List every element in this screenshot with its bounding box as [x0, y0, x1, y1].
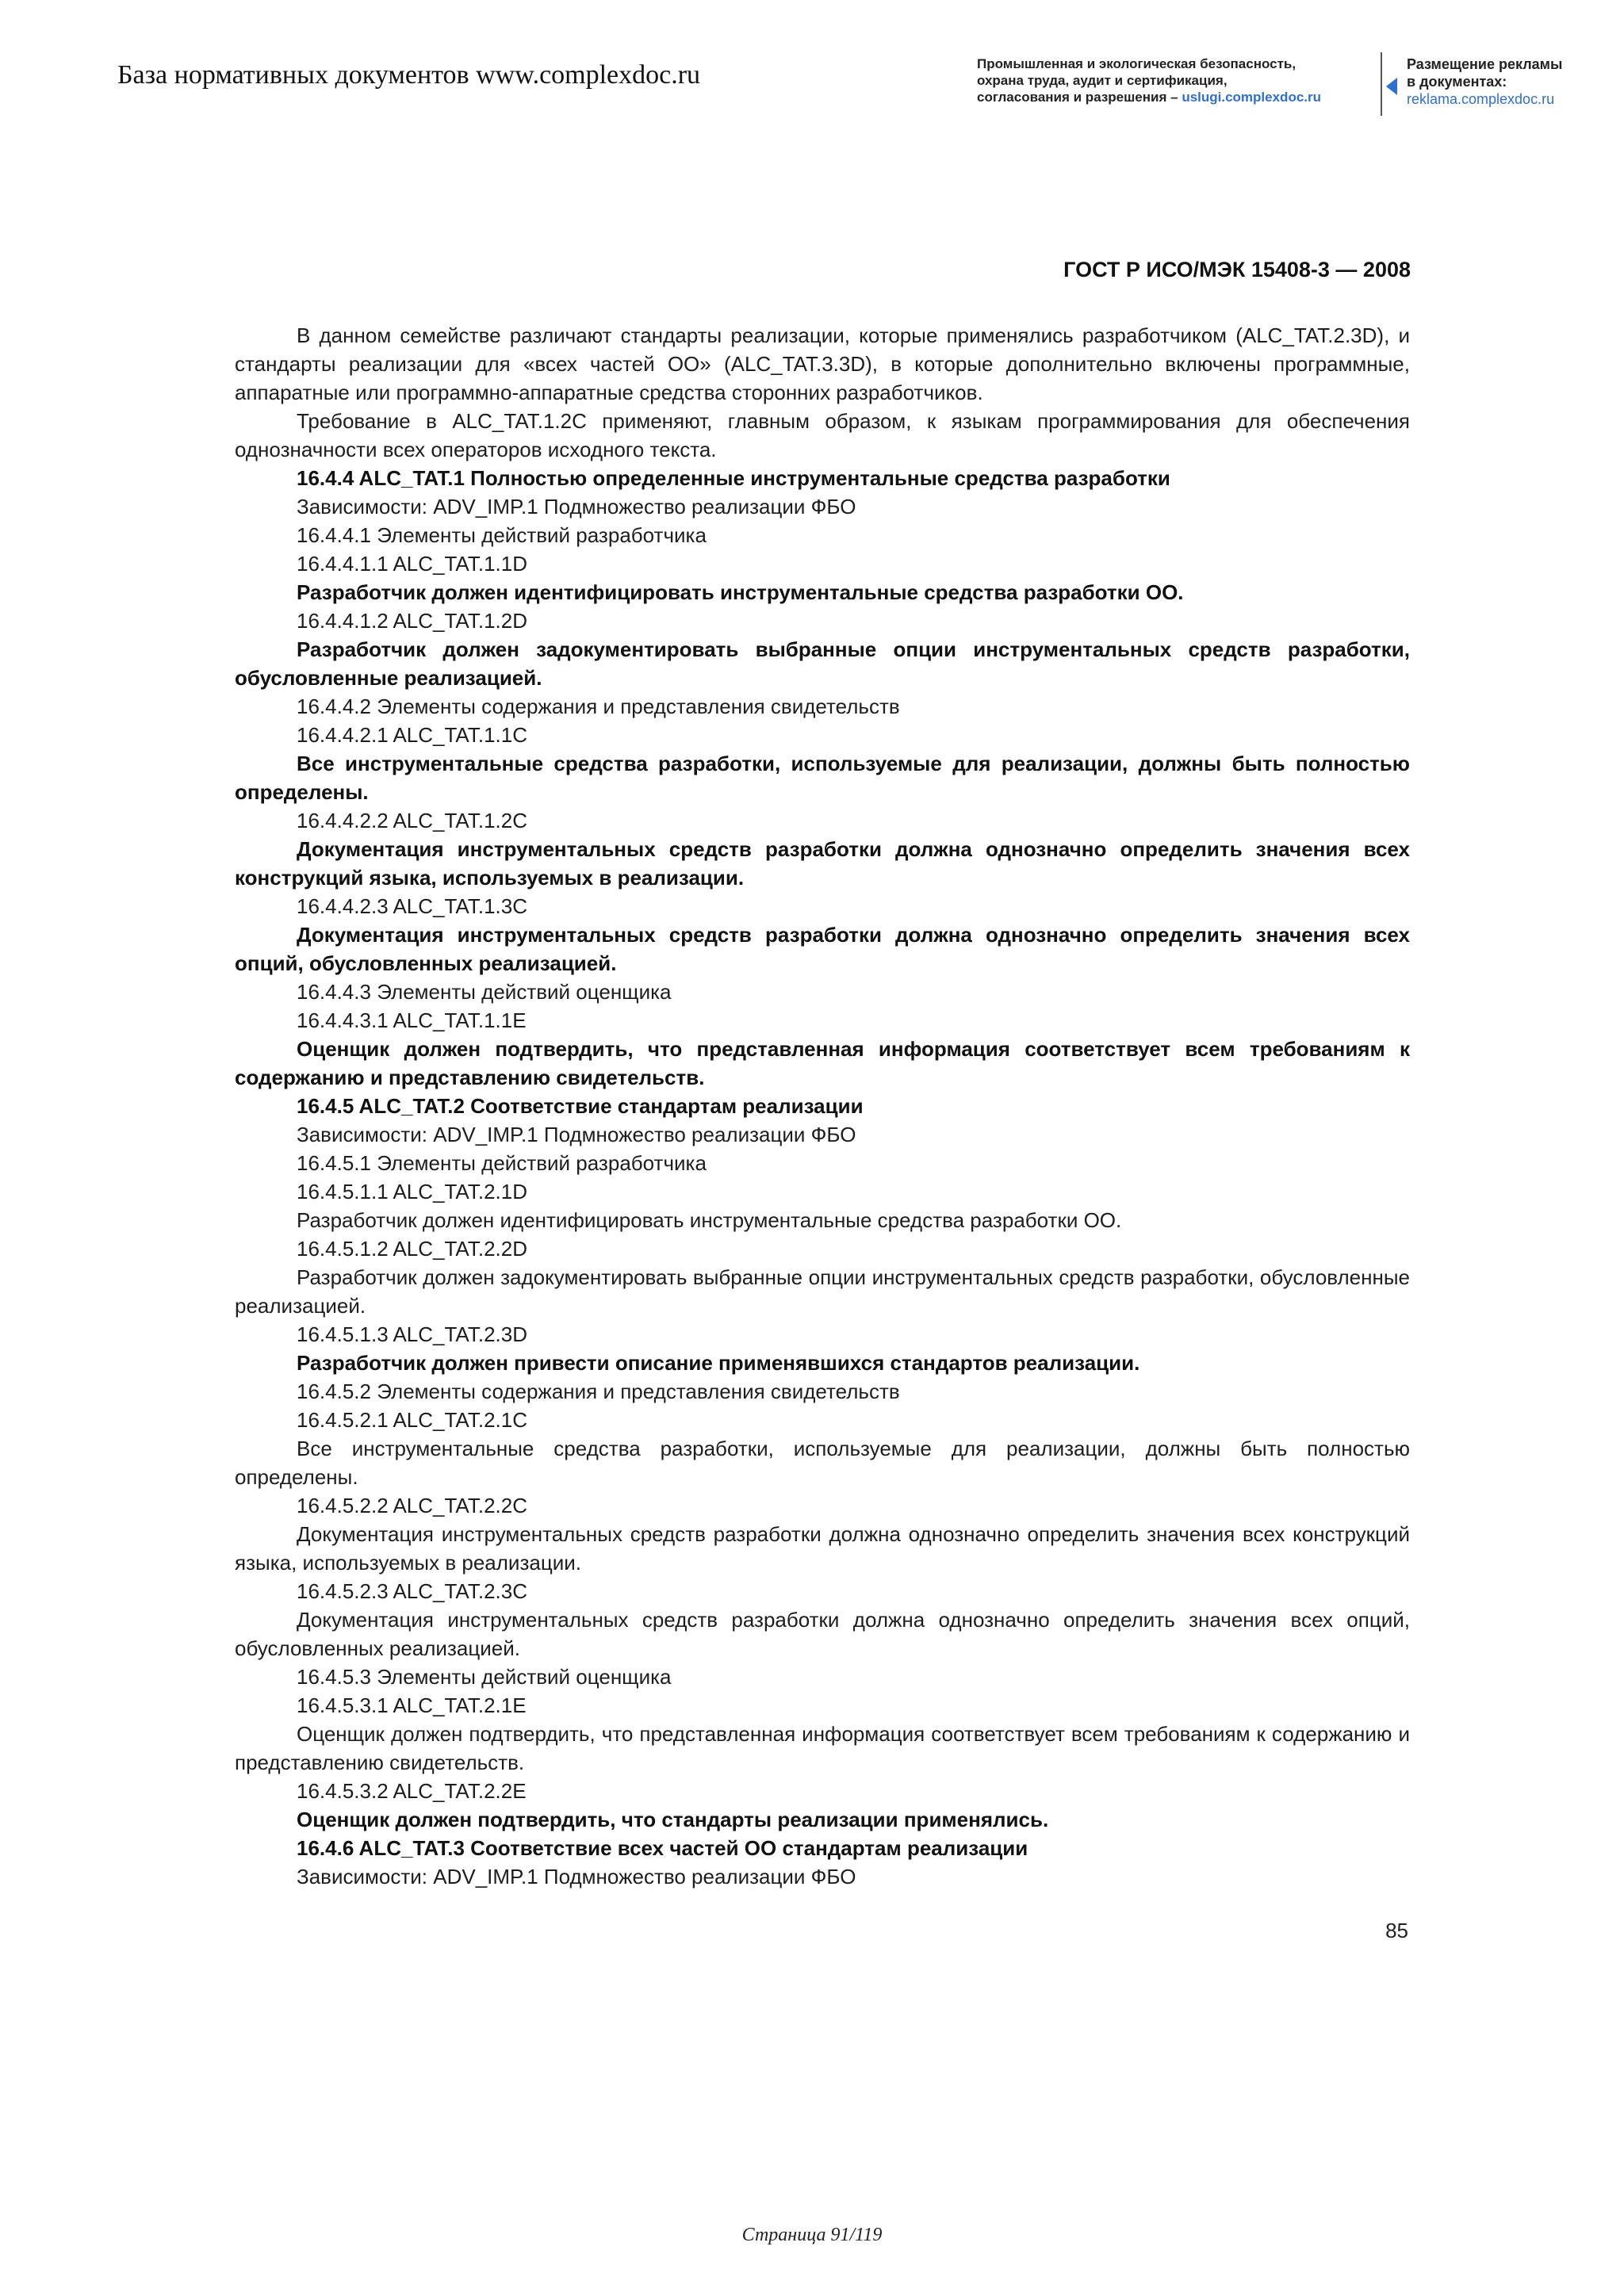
bold-paragraph: 16.4.5 ALC_TAT.2 Соответствие стандартам реализации — [297, 1094, 864, 1118]
paragraph: 16.4.4.2.2 ALC_TAT.1.2C — [297, 809, 527, 832]
promo-advertising-line: Размещение рекламы — [1407, 56, 1563, 72]
promo-services-line — [977, 89, 1373, 105]
promo-advertising — [1407, 55, 1605, 108]
paragraph: Зависимости: ADV_IMP.1 Подмножество реализации ФБО — [297, 495, 856, 519]
paragraph: Разработчик должен задокументировать выбранные опции инструментальных средств разработки, обусловленные реализацией. — [235, 1265, 1410, 1318]
bold-paragraph: Документация инструментальных средств разработки должна однозначно определить значения всех опций, обусловленных реализацией. — [235, 923, 1410, 975]
paragraph: 16.4.5.1.2 ALC_TAT.2.2D — [297, 1237, 527, 1261]
bold-paragraph: Документация инструментальных средств разработки должна однозначно определить значения всех конструкций языка, используемых в реализации. — [235, 837, 1410, 890]
paragraph: Требование в ALC_TAT.1.2C применяют, главным образом, к языкам программирования для обеспечения однозначности всех операторов исходного текста. — [235, 409, 1410, 461]
site-header — [0, 0, 1624, 127]
paragraph: 16.4.4.1.1 ALC_TAT.1.1D — [297, 552, 527, 576]
paragraph: 16.4.4.3 Элементы действий оценщика — [297, 980, 672, 1004]
header-divider — [1381, 52, 1382, 116]
paragraph: Разработчик должен идентифицировать инструментальные средства разработки ОО. — [297, 1208, 1122, 1232]
promo-services-text: согласования и разрешения – — [977, 90, 1182, 105]
page-footer: Страница 91/119 — [741, 2225, 883, 2245]
bold-paragraph: Разработчик должен идентифицировать инструментальные средства разработки ОО. — [297, 580, 1184, 604]
site-title: База нормативных документов www.complexdoc.ru — [117, 60, 701, 90]
paragraph: 16.4.5.2 Элементы содержания и представления свидетельств — [297, 1380, 900, 1403]
paragraph: 16.4.5.2.3 ALC_TAT.2.3C — [297, 1579, 527, 1603]
arrow-left-icon — [1386, 78, 1397, 95]
paragraph: Зависимости: ADV_IMP.1 Подмножество реализации ФБО — [297, 1123, 856, 1146]
document-body — [235, 321, 1410, 1891]
page-number: 85 — [1385, 1919, 1408, 1942]
paragraph: Оценщик должен подтвердить, что представленная информация соответствует всем требованиям к содержанию и представлению свидетельств. — [235, 1722, 1410, 1774]
paragraph: 16.4.5.1.1 ALC_TAT.2.1D — [297, 1180, 527, 1203]
advertising-link[interactable]: reklama.complexdoc.ru — [1407, 91, 1555, 107]
paragraph: 16.4.4.1.2 ALC_TAT.1.2D — [297, 609, 527, 633]
paragraph: 16.4.4.2 Элементы содержания и представления свидетельств — [297, 695, 900, 718]
services-link[interactable]: uslugi.complexdoc.ru — [1182, 90, 1322, 105]
bold-paragraph: 16.4.6 ALC_TAT.3 Соответствие всех частей ОО стандартам реализации — [297, 1836, 1028, 1860]
paragraph: 16.4.4.2.1 ALC_TAT.1.1C — [297, 723, 527, 747]
paragraph: Все инструментальные средства разработки, используемые для реализации, должны быть полностью определены. — [235, 1437, 1410, 1489]
paragraph: 16.4.5.1.3 ALC_TAT.2.3D — [297, 1322, 527, 1346]
bold-paragraph: Разработчик должен задокументировать выбранные опции инструментальных средств разработки, обусловленные реализацией. — [235, 637, 1410, 690]
bold-paragraph: Все инструментальные средства разработки, используемые для реализации, должны быть полностью определены. — [235, 752, 1410, 804]
paragraph: Зависимости: ADV_IMP.1 Подмножество реализации ФБО — [297, 1865, 856, 1888]
promo-services-line: охрана труда, аудит и сертификация, — [977, 73, 1228, 88]
bold-paragraph: Оценщик должен подтвердить, что стандарты реализации применялись. — [297, 1808, 1049, 1831]
paragraph: 16.4.5.2.2 ALC_TAT.2.2C — [297, 1494, 527, 1517]
paragraph: 16.4.5.2.1 ALC_TAT.2.1C — [297, 1408, 527, 1432]
document-code: ГОСТ Р ИСО/МЭК 15408-3 — 2008 — [1063, 258, 1411, 281]
paragraph: 16.4.4.1 Элементы действий разработчика — [297, 523, 707, 547]
paragraph: 16.4.5.3 Элементы действий оценщика — [297, 1665, 672, 1689]
bold-paragraph: Разработчик должен привести описание применявшихся стандартов реализации. — [297, 1351, 1140, 1375]
promo-services-line: Промышленная и экологическая безопасность, — [977, 56, 1297, 71]
paragraph: 16.4.4.3.1 ALC_TAT.1.1E — [297, 1008, 527, 1032]
promo-advertising-line: в документах: — [1407, 74, 1507, 90]
promo-services — [977, 55, 1373, 105]
paragraph: Документация инструментальных средств разработки должна однозначно определить значения всех опций, обусловленных реализацией. — [235, 1608, 1410, 1660]
paragraph: 16.4.5.1 Элементы действий разработчика — [297, 1151, 707, 1175]
bold-paragraph: Оценщик должен подтвердить, что представленная информация соответствует всем требованиям к содержанию и представлению свидетельств. — [235, 1037, 1410, 1089]
bold-paragraph: 16.4.4 ALC_TAT.1 Полностью определенные инструментальные средства разработки — [297, 466, 1170, 490]
paragraph: 16.4.4.2.3 ALC_TAT.1.3C — [297, 894, 527, 918]
paragraph: 16.4.5.3.1 ALC_TAT.2.1E — [297, 1693, 527, 1717]
paragraph: Документация инструментальных средств разработки должна однозначно определить значения всех конструкций языка, используемых в реализации. — [235, 1522, 1410, 1575]
paragraph: В данном семействе различают стандарты реализации, которые применялись разработчиком (ALC_TAT.2.3D), и стандарты реализации для «всех частей ОО» (ALC_TAT.3.3D), в которые дополнительно включены программные, аппаратные или программно-аппаратные средства сторонних разработчиков. — [235, 323, 1410, 404]
paragraph: 16.4.5.3.2 ALC_TAT.2.2E — [297, 1779, 527, 1803]
